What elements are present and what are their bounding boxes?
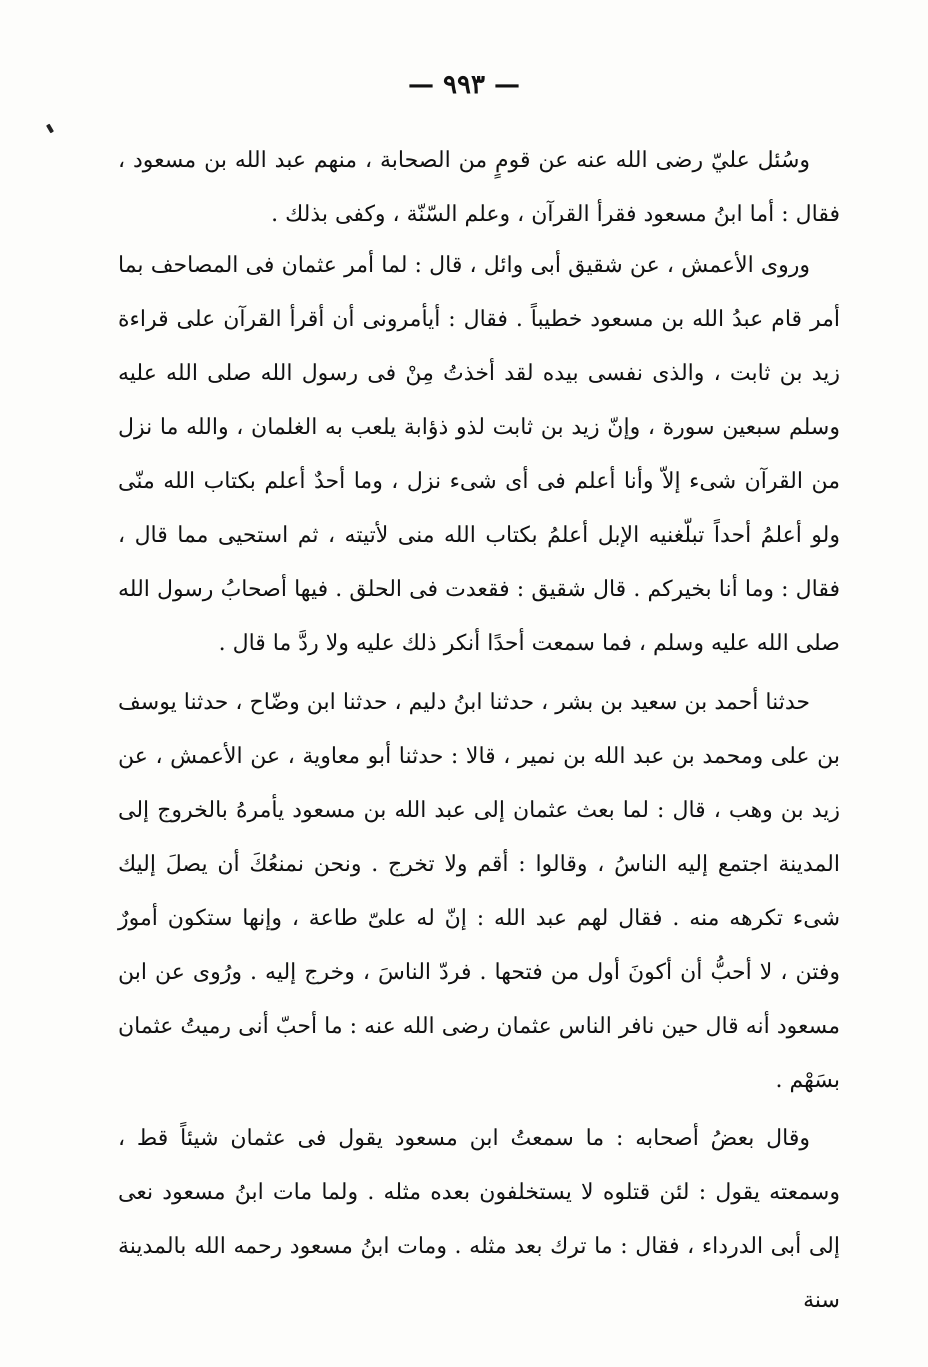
paragraph-hadith-chain	[118, 676, 840, 1108]
ink-speck	[46, 124, 54, 134]
paragraph-text: وروى الأعمش ، عن شقيق أبى وائل ، قال : لما أمر عثمان فى المصاحف بما أمر قام عبدُ الله بن مسعود خطيباً . فقال : أيأمرونى أن أقرأ القرآن على قراءة زيد بن ثابت ، والذى نفسى بيده لقد أخذتُ مِنْ فى رسول الله صلى الله عليه وسلم سبعين سورة ، وإنّ زيد بن ثابت لذو ذؤابة يلعب به الغلمان ، والله ما نزل من القرآن شىء إلاّ وأنا أعلم فى أى شىء نزل ، وما أحدٌ أعلم بكتاب الله منّى ولو أعلمُ أحداً تبلّغنيه الإبل أعلمُ بكتاب الله منى لأتيته ، ثم استحيى مما قال ، فقال : وما أنا بخيركم . قال شقيق : فقعدت فى الحلق . فيها أصحابُ رسول الله صلى الله عليه وسلم ، فما سمعت أحدًا أنكر ذلك عليه ولا ردَّ ما قال .	[118, 253, 841, 656]
paragraph-text: وسُئل عليّ رضى الله عنه عن قومٍ من الصحابة ، منهم عبد الله بن مسعود ، فقال : أما ابنُ مسعود فقرأ القرآن ، وعلم السّنّة ، وكفى بذلك .	[118, 148, 840, 227]
paragraph-ali-on-ibn-masud	[118, 134, 840, 242]
page-number: — ٩٩٣ —	[407, 70, 521, 100]
paragraph-companions-saying	[118, 1112, 840, 1328]
paragraph-text: حدثنا أحمد بن سعيد بن بشر ، حدثنا ابنُ دليم ، حدثنا ابن وضّاح ، حدثنا يوسف بن على ومحمد بن عبد الله بن نمير ، قالا : حدثنا أبو معاوية ، عن الأعمش ، عن زيد بن وهب ، قال : لما بعث عثمان إلى عبد الله بن مسعود يأمرهُ بالخروج إلى المدينة اجتمع إليه الناسُ ، وقالوا : أقم ولا تخرج . ونحن نمنعُكَ أن يصلَ إليك شىء تكرهه منه . فقال لهم عبد الله : إنّ له علىّ طاعة ، وإنها ستكون أمورٌ وفتن ، لا أحبُّ أن أكونَ أول من فتحها . فردّ الناسَ ، وخرج إليه . ورُوى عن ابن مسعود أنه قال حين نافر الناس عثمان رضى الله عنه : ما أحبّ أنى رميتُ عثمان بسَهْم .	[118, 690, 840, 1093]
paragraph-text: وقال بعضُ أصحابه : ما سمعتُ ابن مسعود يقول فى عثمان شيئاً قط ، وسمعته يقول : لئن قتلوه لا يستخلفون بعده مثله . ولما مات ابنُ مسعود نعى إلى أبى الدرداء ، فقال : ما ترك بعد مثله . ومات ابنُ مسعود رحمه الله بالمدينة سنة	[118, 1126, 840, 1313]
paragraph-amash-narration	[118, 239, 840, 671]
